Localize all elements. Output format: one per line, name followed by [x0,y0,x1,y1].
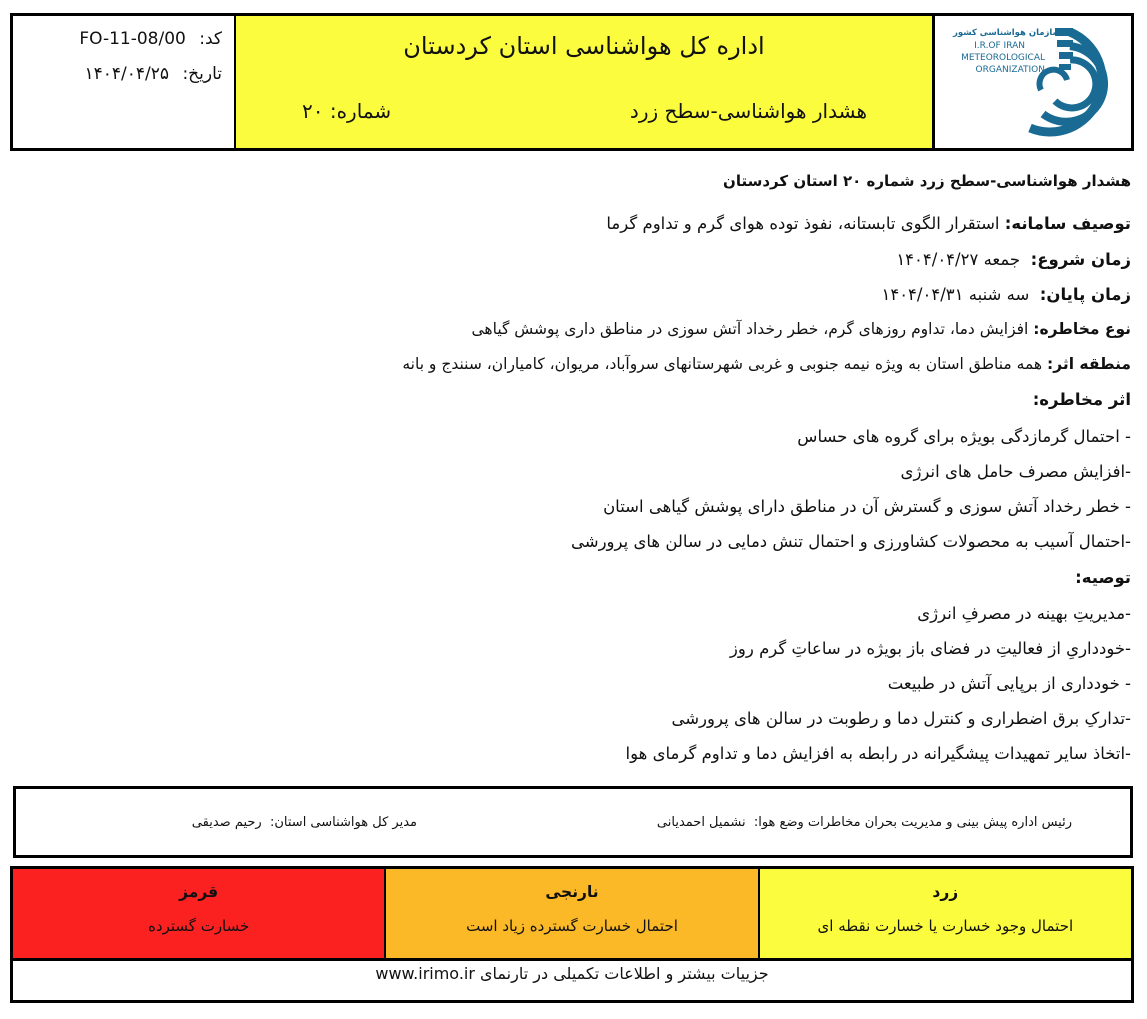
code-value: FO-11-08/00 [79,29,186,49]
start-time [896,250,1131,269]
date-label: تاریخ: [182,64,222,84]
impact-heading [1033,390,1131,409]
hazard-type-value: افزایش دما، تداوم روزهای گرم، خطر رخداد آتش سوزی در مناطق داری پوشش گیاهی [471,320,1029,338]
advice-item: -مدیریتِ بهینه در مصرفِ انرژی [917,604,1131,623]
impact-item: -افزایش مصرف حامل های انرژی [900,462,1131,481]
end-time [881,285,1131,304]
legend-level-orange [386,869,759,958]
start-value: جمعه ۱۴۰۴/۰۴/۲۷ [896,250,1021,269]
advice-heading [1075,568,1131,587]
forecast-head-signature [657,815,1072,830]
logo-text-en-1: I.R.OF IRAN [974,41,1025,51]
header-title-box [236,16,935,148]
impact-item: -احتمال آسیب به محصولات کشاورزی و احتمال تنش دمایی در سالن های پرورشی [571,532,1131,551]
level-name: قرمز [179,883,219,901]
level-description: خسارت گسترده [148,917,250,935]
director-signature [192,815,417,830]
legend-level-yellow [760,869,1131,958]
warning-number [302,99,391,123]
hazard-type-label: نوع مخاطره: [1033,320,1131,338]
advice-item: -اتخاذ سایر تمهیدات پیشگیرانه در رابطه به افزایش دما و تداوم گرمای هوا [625,744,1131,763]
document-header [10,13,1134,151]
impact-item: - احتمال گرمازدگی بویژه برای گروه های حساس [797,427,1131,446]
affected-area [402,355,1131,373]
office-title: اداره کل هواشناسی استان کردستان [403,32,765,60]
hazard-type [472,320,1132,338]
date-value: ۱۴۰۴/۰۴/۲۵ [84,64,170,84]
advice-item: -خودداریِ از فعالیتِ در فضای باز بویژه در ساعاتِ گرم روز [729,639,1131,658]
date-row [85,64,222,84]
advice-item: - خودداری از برپایی آتش در طبیعت [887,674,1131,693]
number-label: شماره: [329,99,392,123]
impact-label: اثر مخاطره: [1032,390,1131,409]
level-description: احتمال وجود خسارت یا خسارت نقطه ای [817,917,1074,935]
system-description [606,214,1131,233]
legend-level-red [13,869,386,958]
level-name: زرد [932,883,959,901]
code-row [79,29,222,49]
signature-box [13,786,1133,858]
number-value: ۲۰ [302,99,324,123]
forecast-head-name: نشمیل احمدیانی [656,815,746,830]
warning-level: هشدار هواشناسی-سطح زرد [629,99,867,123]
system-label: توصیف سامانه: [1004,214,1131,233]
director-label: مدیر کل هواشناسی استان: [269,815,417,830]
logo-box [935,16,1131,148]
document-heading: هشدار هواشناسی-سطح زرد شماره ۲۰ استان کردستان [723,172,1131,190]
advice-label: توصیه: [1075,568,1131,587]
legend-levels [13,869,1131,961]
director-name: رحیم صدیقی [191,815,262,830]
area-label: منطقه اثر: [1047,355,1131,373]
end-label: زمان پایان: [1039,285,1131,304]
warning-level-legend [10,866,1134,1003]
logo-text-en-3: ORGANIZATION [975,65,1045,75]
start-label: زمان شروع: [1030,250,1131,269]
level-description: احتمال خسارت گسترده زیاد است [466,917,678,935]
level-name: نارنجی [545,883,599,901]
forecast-head-label: رئیس اداره پیش بینی و مدیریت بحران مخاطرات وضع هوا: [753,815,1072,830]
area-value: همه مناطق استان به ویژه نیمه جنوبی و غربی شهرستانهای سروآباد، مریوان، کامیاران، سنندج و بانه [402,355,1043,373]
end-value: سه شنبه ۱۴۰۴/۰۴/۳۱ [881,285,1030,304]
system-value: استقرار الگوی تابستانه، نفوذ توده هوای گرم و تداوم گرما [606,214,1000,233]
logo-text-en-2: METEOROLOGICAL [961,53,1045,63]
irimo-logo-icon [945,24,1123,144]
header-meta-box [13,16,236,148]
impact-item: - خطر رخداد آتش سوزی و گسترش آن در مناطق دارای پوشش گیاهی استان [603,497,1131,516]
website-footer: جزییات بیشتر و اطلاعات تکمیلی در تارنمای www.irimo.ir [375,964,769,983]
code-label: کد: [199,29,222,49]
advice-item: -تدارکِ برق اضطراری و کنترل دما و رطوبت در سالن های پرورشی [671,709,1131,728]
logo-text-fa: سازمان هواشناسی کشور [952,28,1062,38]
